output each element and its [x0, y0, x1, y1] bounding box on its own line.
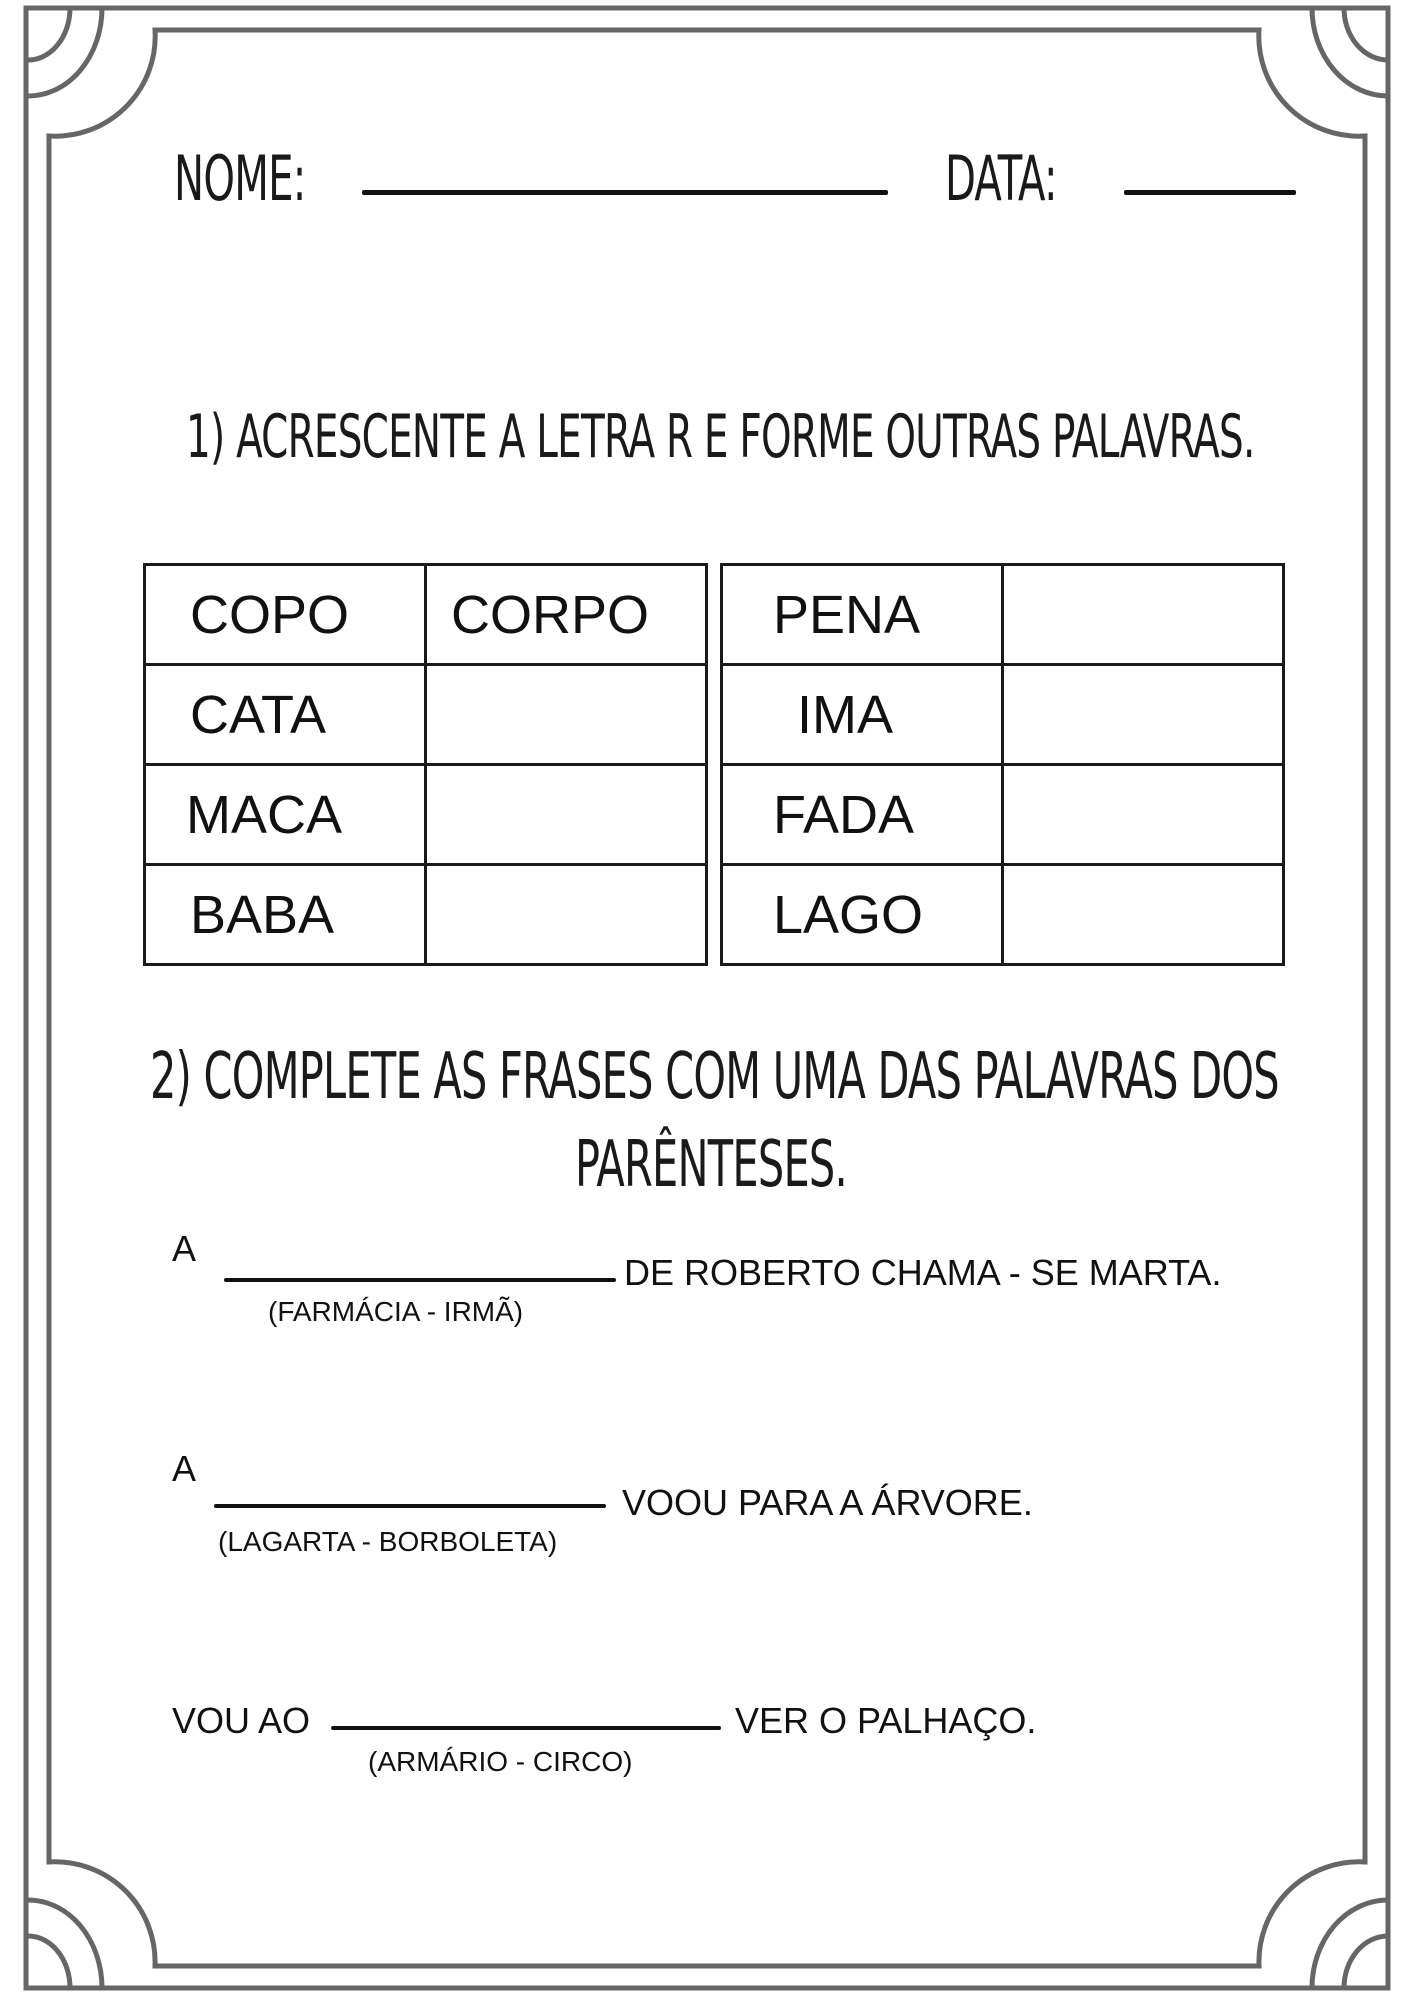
- exercise-2-title-line-1: 2) COMPLETE AS FRASES COM UMA DAS PALAVRAS DOS: [150, 1040, 1279, 1114]
- answer-cell[interactable]: [426, 665, 707, 765]
- sentence-3-start: VOU AO: [172, 1700, 311, 1741]
- sentence-3-blank[interactable]: [331, 1726, 721, 1730]
- sentence-1-start: A: [172, 1228, 197, 1269]
- table-row: [722, 765, 1284, 865]
- left-word-table: [143, 563, 708, 966]
- word-cell: BABA: [145, 865, 426, 965]
- exercise-1-title: 1) ACRESCENTE A LETRA R E FORME OUTRAS PALAVRAS.: [186, 402, 1255, 472]
- exercise-2-title-line-2: PARÊNTESES.: [575, 1128, 847, 1202]
- table-row: [145, 865, 707, 965]
- answer-cell[interactable]: [426, 865, 707, 965]
- table-row: [722, 865, 1284, 965]
- sentence-1-options: (FARMÁCIA - IRMÃ): [268, 1296, 524, 1327]
- answer-cell[interactable]: CORPO: [426, 565, 707, 665]
- sentence-3-end: VER O PALHAÇO.: [735, 1700, 1037, 1741]
- word-cell: LAGO: [722, 865, 1003, 965]
- sentence-2-end: VOOU PARA A ÁRVORE.: [622, 1482, 1033, 1523]
- right-word-table: [720, 563, 1285, 966]
- name-answer-line[interactable]: [362, 190, 888, 195]
- sentence-3-options: (ARMÁRIO - CIRCO): [368, 1746, 633, 1777]
- sentence-2-options: (LAGARTA - BORBOLETA): [218, 1526, 558, 1557]
- table-row: [145, 765, 707, 865]
- sentence-2-blank[interactable]: [214, 1504, 606, 1508]
- answer-cell[interactable]: [426, 765, 707, 865]
- date-answer-line[interactable]: [1124, 190, 1296, 195]
- table-row: [145, 665, 707, 765]
- word-cell: MACA: [145, 765, 426, 865]
- sentence-1-end: DE ROBERTO CHAMA - SE MARTA.: [624, 1252, 1222, 1293]
- name-label: NOME:: [174, 142, 306, 215]
- word-cell: PENA: [722, 565, 1003, 665]
- table-row: [145, 565, 707, 665]
- table-row: [722, 665, 1284, 765]
- table-row: [722, 565, 1284, 665]
- word-cell: FADA: [722, 765, 1003, 865]
- word-cell: CATA: [145, 665, 426, 765]
- word-cell: COPO: [145, 565, 426, 665]
- sentence-2-start: A: [172, 1448, 197, 1489]
- answer-cell[interactable]: [1003, 865, 1284, 965]
- sentence-1-blank[interactable]: [224, 1278, 616, 1282]
- word-cell: IMA: [722, 665, 1003, 765]
- answer-cell[interactable]: [1003, 665, 1284, 765]
- answer-cell[interactable]: [1003, 565, 1284, 665]
- answer-cell[interactable]: [1003, 765, 1284, 865]
- date-label: DATA:: [945, 142, 1057, 215]
